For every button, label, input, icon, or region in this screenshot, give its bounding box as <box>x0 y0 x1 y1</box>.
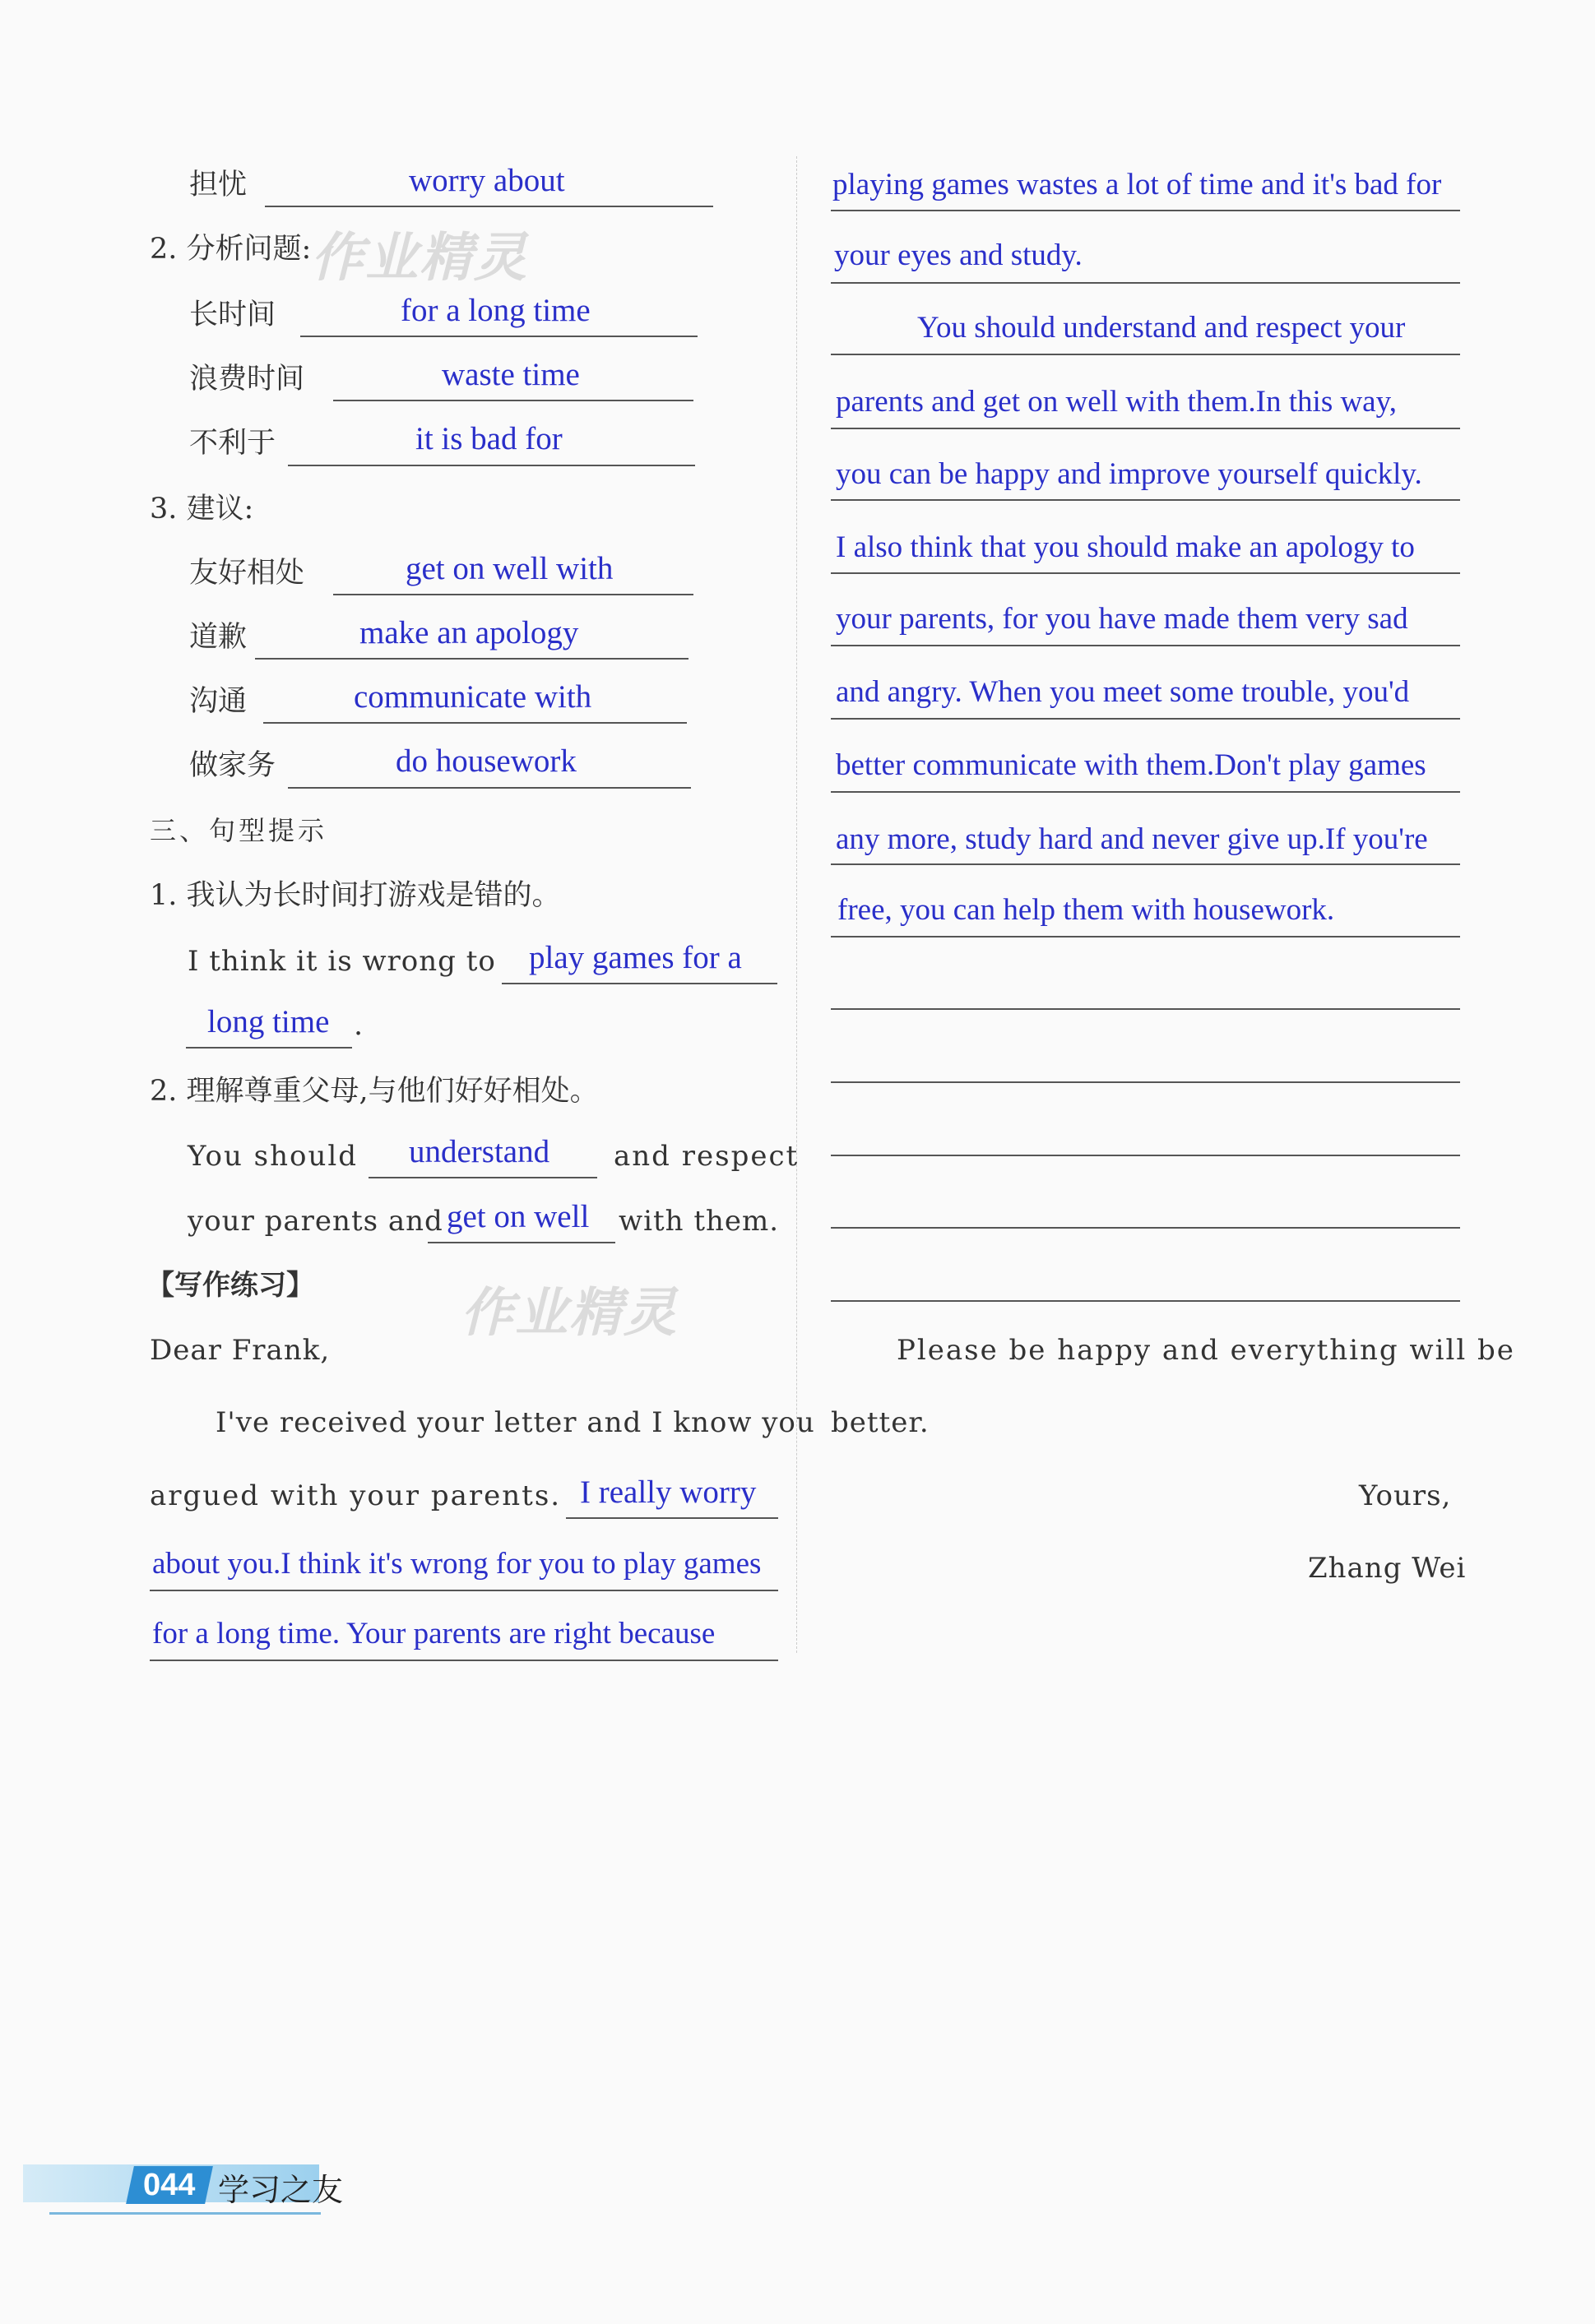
page-number: 044 <box>126 2166 213 2204</box>
sentence-text: with them. <box>619 1205 780 1238</box>
book-brand: 学习之友 <box>218 2172 344 2208</box>
answer-text: it is bad for <box>415 421 563 456</box>
sentence-text: your parents and <box>188 1205 443 1238</box>
sentence-text: . <box>354 1009 364 1042</box>
answer-text: waste time <box>442 357 580 392</box>
answer-line <box>288 787 691 789</box>
answer-text: parents and get on well with them.In this way, <box>836 385 1397 419</box>
vocab-label: 友好相处 <box>189 557 305 590</box>
blank-line <box>831 1227 1460 1229</box>
answer-text: I also think that you should make an apology to <box>836 530 1415 564</box>
answer-text: for a long time. Your parents are right because <box>152 1617 716 1650</box>
section-title: 2. 分析问题: <box>150 233 312 266</box>
answer-text: understand <box>409 1134 550 1169</box>
section-title: 3. 建议: <box>150 493 254 525</box>
letter-text: I've received your letter and I know you <box>216 1406 815 1439</box>
answer-line <box>288 465 695 466</box>
watermark: 作业精灵 <box>311 228 528 289</box>
letter-salutation: Dear Frank, <box>150 1334 331 1367</box>
answer-line <box>831 354 1460 355</box>
answer-line <box>369 1177 597 1178</box>
vocab-label: 沟通 <box>189 685 248 718</box>
answer-line <box>186 1047 352 1049</box>
answer-text: playing games wastes a lot of time and it's bad for <box>832 168 1442 201</box>
answer-text: make an apology <box>359 615 579 650</box>
answer-line <box>333 400 693 401</box>
answer-text: better communicate with them.Don't play games <box>836 748 1426 782</box>
answer-text: for a long time <box>401 293 591 328</box>
answer-line <box>831 572 1460 574</box>
answer-text: play games for a <box>529 940 742 975</box>
answer-text: get on well with <box>406 551 614 586</box>
answer-line <box>255 658 689 660</box>
answer-line <box>831 428 1460 429</box>
vocab-label: 做家务 <box>189 749 276 782</box>
answer-text: You should understand and respect your <box>917 311 1406 345</box>
vocab-label: 道歉 <box>189 621 248 654</box>
blank-line <box>831 1300 1460 1302</box>
letter-text: argued with your parents. <box>150 1479 562 1512</box>
answer-line <box>831 791 1460 793</box>
answer-line <box>831 210 1460 211</box>
blank-line <box>831 1008 1460 1010</box>
answer-text: and angry. When you meet some trouble, you'd <box>836 675 1410 709</box>
answer-text: your eyes and study. <box>834 238 1083 272</box>
answer-line <box>831 645 1460 646</box>
sentence-prompt: 1. 我认为长时间打游戏是错的。 <box>150 879 561 912</box>
answer-line <box>831 282 1460 284</box>
answer-text: about you.I think it's wrong for you to play games <box>152 1547 762 1581</box>
answer-line <box>428 1242 615 1243</box>
sentence-text: and respect <box>614 1140 800 1173</box>
vocab-label: 长时间 <box>189 299 276 331</box>
answer-line <box>265 206 713 207</box>
answer-text: I really worry <box>580 1474 757 1510</box>
letter-closing: better. <box>831 1406 930 1439</box>
answer-text: do housework <box>396 743 577 779</box>
answer-text: any more, study hard and never give up.If you're <box>836 822 1428 856</box>
letter-signature: Zhang Wei <box>1308 1552 1467 1585</box>
answer-line <box>150 1660 778 1661</box>
footer-line <box>49 2212 321 2215</box>
answer-text: free, you can help them with housework. <box>837 893 1335 927</box>
blank-line <box>831 1155 1460 1156</box>
answer-text: you can be happy and improve yourself quickly. <box>836 457 1422 491</box>
vocab-label: 不利于 <box>189 427 276 460</box>
sentence-text: I think it is wrong to <box>188 945 496 978</box>
answer-text: worry about <box>409 163 565 198</box>
answer-line <box>831 863 1460 865</box>
sentence-prompt: 2. 理解尊重父母,与他们好好相处。 <box>150 1075 599 1108</box>
answer-line <box>502 983 777 984</box>
answer-text: communicate with <box>354 679 592 715</box>
answer-line <box>263 722 687 724</box>
watermark: 作业精灵 <box>461 1283 678 1344</box>
blank-line <box>831 1081 1460 1083</box>
letter-closing: Please be happy and everything will be <box>897 1334 1515 1367</box>
letter-signoff: Yours, <box>1359 1479 1452 1512</box>
answer-line <box>831 936 1460 937</box>
answer-line <box>333 594 693 595</box>
answer-text: your parents, for you have made them very sad <box>836 602 1408 636</box>
vocab-label: 浪费时间 <box>189 363 305 396</box>
answer-line <box>566 1517 778 1519</box>
answer-line <box>831 499 1460 501</box>
section-heading: 三、句型提示 <box>150 815 328 846</box>
answer-line <box>150 1590 778 1591</box>
writing-heading: 【写作练习】 <box>146 1269 314 1302</box>
answer-line <box>831 718 1460 720</box>
answer-text: get on well <box>447 1199 590 1234</box>
sentence-text: You should <box>188 1140 359 1173</box>
answer-text: long time <box>207 1004 330 1039</box>
vocab-label: 担忧 <box>189 169 248 201</box>
answer-line <box>300 336 698 337</box>
